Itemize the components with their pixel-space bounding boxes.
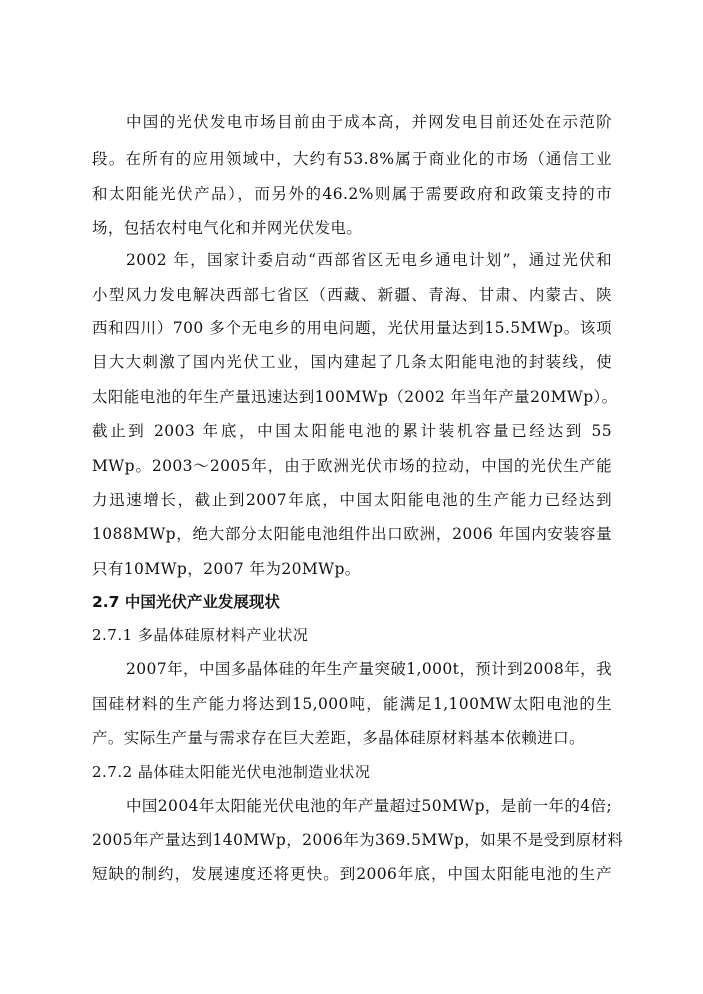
paragraph-3-line-2: 国硅材料的生产能力将达到15,000吨，能满足1,100MW太阳电池的生 xyxy=(92,695,612,713)
paragraph-4-line-2: 2005年产量达到140MWp，2006年为369.5MWp，如果不是受到原材料 xyxy=(92,831,624,849)
paragraph-2-line-5: 太阳能电池的年生产量迅速达到100MWp（2002 年当年产量20MWp）。 xyxy=(92,388,618,406)
paragraph-2-line-2: 小型风力发电解决西部七省区（西藏、新疆、青海、甘肃、内蒙古、陕 xyxy=(92,286,612,304)
subsection-heading-2-7-2: 2.7.2 晶体硅太阳能光伏电池制造业状况 xyxy=(92,763,371,781)
paragraph-1-line-1: 中国的光伏发电市场目前由于成本高，并网发电目前还处在示范阶 xyxy=(126,113,612,131)
paragraph-1-line-4: 场，包括农村电气化和并网光伏发电。 xyxy=(92,219,363,237)
paragraph-3-line-1: 2007年，中国多晶体硅的年生产量突破1,000t，预计到2008年，我 xyxy=(126,660,612,678)
paragraph-2-line-6: 截止到 2003 年底，中国太阳能电池的累计装机容量已经达到 55 xyxy=(92,422,612,440)
paragraph-4-line-1: 中国2004年太阳能光伏电池的年产量超过50MWp，是前一年的4倍; xyxy=(126,797,613,815)
paragraph-2-line-8: 力迅速增长，截止到2007年底，中国太阳能电池的生产能力已经达到 xyxy=(92,491,612,509)
paragraph-2-line-7: MWp。2003～2005年，由于欧洲光伏市场的拉动，中国的光伏生产能 xyxy=(92,457,612,475)
paragraph-1-line-3: 和太阳能光伏产品），而另外的46.2%则属于需要政府和政策支持的市 xyxy=(92,185,612,203)
paragraph-4-line-3: 短缺的制约，发展速度还将更快。到2006年底，中国太阳能电池的生产 xyxy=(92,865,612,883)
paragraph-2-line-10: 只有10MWp，2007 年为20MWp。 xyxy=(92,560,361,578)
subsection-heading-2-7-1: 2.7.1 多晶体硅原材料产业状况 xyxy=(92,626,309,644)
paragraph-2-line-9: 1088MWp，绝大部分太阳能电池组件出口欧洲，2006 年国内安装容量 xyxy=(92,525,612,543)
paragraph-2-line-4: 目大大刺激了国内光伏工业，国内建起了几条太阳能电池的封装线，使 xyxy=(92,353,612,371)
section-heading-2-7: 2.7 中国光伏产业发展现状 xyxy=(92,593,280,611)
paragraph-2-line-3: 西和四川）700 多个无电乡的用电问题，光伏用量达到15.5MWp。该项 xyxy=(92,319,612,337)
paragraph-1-line-2: 段。在所有的应用领域中，大约有53.8%属于商业化的市场（通信工业 xyxy=(92,150,612,168)
paragraph-2-line-1: 2002 年，国家计委启动“西部省区无电乡通电计划”，通过光伏和 xyxy=(126,251,612,269)
paragraph-3-line-3: 产。实际生产量与需求存在巨大差距，多晶体硅原材料基本依赖进口。 xyxy=(92,729,585,747)
